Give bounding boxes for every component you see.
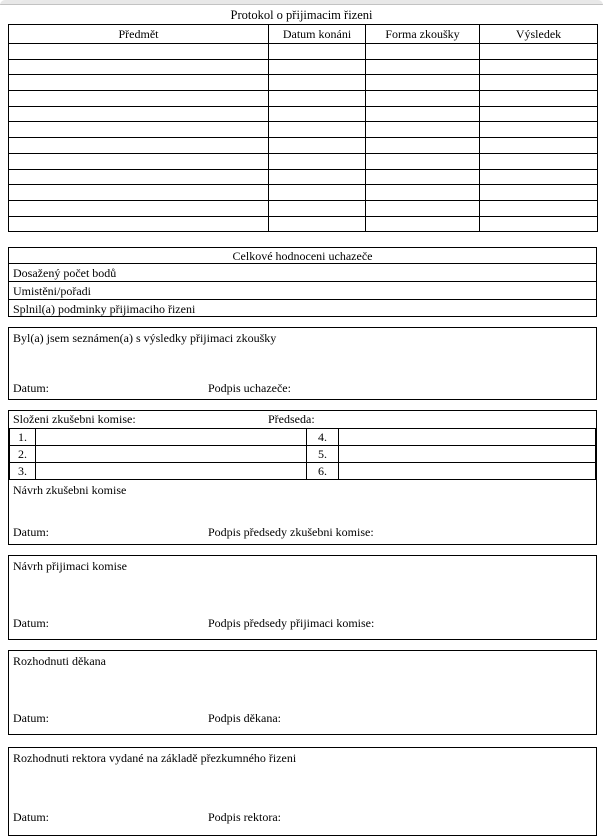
subject-row xyxy=(9,91,598,107)
subjects-table xyxy=(8,24,598,232)
subject-cell xyxy=(9,200,269,216)
date-label: Datum: xyxy=(13,810,49,824)
form-cell xyxy=(366,91,480,107)
member-number: 3. xyxy=(10,463,36,480)
member-name-cell xyxy=(339,446,596,463)
subject-row xyxy=(9,216,598,232)
committee-section xyxy=(8,410,597,545)
form-cell xyxy=(366,169,480,185)
form-cell xyxy=(366,153,480,169)
placement-order-row: Umistěni/pořadi xyxy=(9,282,596,300)
rector-signature-label: Podpis rektora: xyxy=(208,810,281,824)
member-name-cell xyxy=(36,429,307,446)
subject-cell xyxy=(9,216,269,232)
subject-cell xyxy=(9,106,269,122)
form-cell xyxy=(366,216,480,232)
overall-evaluation-section xyxy=(8,247,597,317)
date-cell xyxy=(269,59,366,75)
result-cell xyxy=(480,153,598,169)
result-cell xyxy=(480,106,598,122)
member-number: 6. xyxy=(307,463,339,480)
committee-header-row xyxy=(9,411,596,428)
subject-cell xyxy=(9,169,269,185)
result-cell xyxy=(480,200,598,216)
subject-row xyxy=(9,59,598,75)
result-cell xyxy=(480,44,598,60)
date-cell xyxy=(269,153,366,169)
conditions-met-row: Splnil(a) podminky přijimaciho řizeni xyxy=(13,302,196,316)
date-cell xyxy=(269,185,366,201)
dean-signature-row xyxy=(9,711,596,726)
result-cell xyxy=(480,122,598,138)
subject-row xyxy=(9,185,598,201)
subjects-header-row xyxy=(9,25,598,44)
subject-cell xyxy=(9,59,269,75)
member-number: 5. xyxy=(307,446,339,463)
page-title: Protokol o přijimacim řizeni xyxy=(230,8,373,22)
dean-decision-section xyxy=(8,650,597,735)
subject-cell xyxy=(9,138,269,154)
date-cell xyxy=(269,106,366,122)
date-cell xyxy=(269,44,366,60)
date-label: Datum: xyxy=(13,616,49,630)
member-name-cell xyxy=(36,446,307,463)
date-cell xyxy=(269,122,366,138)
dean-decision-title: Rozhodnuti děkana xyxy=(13,654,106,668)
admission-committee-proposal-label: Návrh přijimaci komise xyxy=(13,559,127,573)
acknowledgement-section xyxy=(8,327,597,400)
committee-members-table xyxy=(9,428,596,480)
col-header-exam-form: Forma zkoušky xyxy=(366,25,480,44)
result-cell xyxy=(480,185,598,201)
form-cell xyxy=(366,59,480,75)
member-row xyxy=(10,463,596,480)
rector-decision-title: Rozhodnuti rektora vydané na základě přezkumného řizeni xyxy=(13,751,297,765)
subject-cell xyxy=(9,122,269,138)
member-row xyxy=(10,446,596,463)
form-cell xyxy=(366,44,480,60)
col-header-exam-date: Datum konáni xyxy=(269,25,366,44)
date-cell xyxy=(269,200,366,216)
subject-row xyxy=(9,106,598,122)
form-cell xyxy=(366,138,480,154)
date-cell xyxy=(269,169,366,185)
rector-signature-row xyxy=(9,810,596,825)
result-cell xyxy=(480,59,598,75)
subject-cell xyxy=(9,91,269,107)
exam-committee-proposal-label: Návrh zkušebni komise xyxy=(13,483,127,497)
date-label: Datum: xyxy=(13,381,49,395)
date-cell xyxy=(269,91,366,107)
dean-signature-label: Podpis děkana: xyxy=(208,711,281,725)
member-number: 4. xyxy=(307,429,339,446)
acknowledgement-statement: Byl(a) jsem seznámen(a) s výsledky přijimaci zkoušky xyxy=(13,331,277,345)
result-cell xyxy=(480,91,598,107)
result-cell xyxy=(480,138,598,154)
acknowledgement-signature-row xyxy=(9,381,596,396)
admission-committee-section xyxy=(8,555,597,640)
date-cell xyxy=(269,216,366,232)
subject-row xyxy=(9,200,598,216)
member-number: 1. xyxy=(10,429,36,446)
form-cell xyxy=(366,106,480,122)
subject-row xyxy=(9,153,598,169)
subject-row xyxy=(9,169,598,185)
subject-row xyxy=(9,138,598,154)
viewer-top-edge xyxy=(0,0,603,5)
date-label: Datum: xyxy=(13,525,49,539)
chairman-label: Předseda: xyxy=(268,412,315,426)
subject-cell xyxy=(9,185,269,201)
result-cell xyxy=(480,75,598,91)
result-cell xyxy=(480,169,598,185)
member-name-cell xyxy=(339,463,596,480)
subject-cell xyxy=(9,153,269,169)
admission-signature-row xyxy=(9,616,596,631)
member-number: 2. xyxy=(10,446,36,463)
applicant-signature-label: Podpis uchazeče: xyxy=(208,381,291,395)
col-header-subject: Předmět xyxy=(9,25,269,44)
overall-evaluation-title: Celkové hodnoceni uchazeče xyxy=(9,248,596,264)
date-cell xyxy=(269,138,366,154)
committee-signature-row xyxy=(9,525,596,540)
member-name-cell xyxy=(339,429,596,446)
committee-composition-label: Složeni zkušebni komise: xyxy=(13,412,136,426)
date-label: Datum: xyxy=(13,711,49,725)
member-row xyxy=(10,429,596,446)
admission-committee-chairman-signature-label: Podpis předsedy přijimaci komise: xyxy=(208,616,375,630)
subject-cell xyxy=(9,44,269,60)
rector-decision-section xyxy=(8,747,597,836)
date-cell xyxy=(269,75,366,91)
col-header-result: Výsledek xyxy=(480,25,598,44)
exam-committee-chairman-signature-label: Podpis předsedy zkušebni komise: xyxy=(208,525,374,539)
form-cell xyxy=(366,185,480,201)
form-cell xyxy=(366,200,480,216)
subject-row xyxy=(9,122,598,138)
result-cell xyxy=(480,216,598,232)
form-cell xyxy=(366,122,480,138)
subject-row xyxy=(9,75,598,91)
member-name-cell xyxy=(36,463,307,480)
points-achieved-row: Dosažený počet bodů xyxy=(9,264,596,282)
form-cell xyxy=(366,75,480,91)
subject-cell xyxy=(9,75,269,91)
subject-row xyxy=(9,44,598,60)
